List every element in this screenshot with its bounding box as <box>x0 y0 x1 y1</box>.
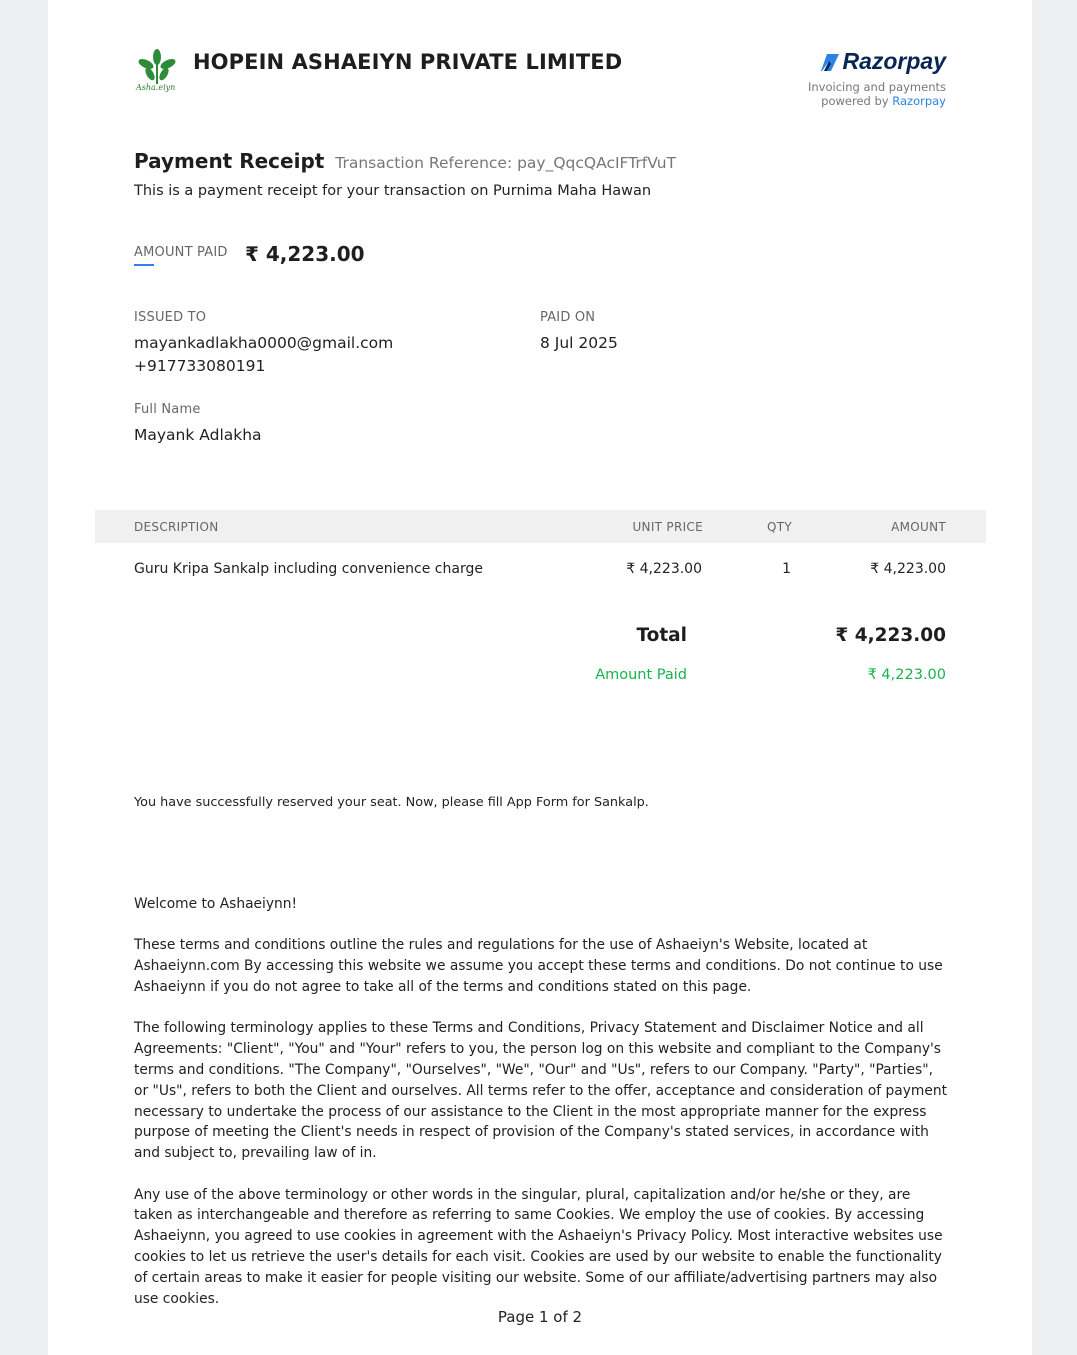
full-name-label: Full Name <box>134 402 201 417</box>
company-logo <box>134 48 180 98</box>
razorpay-mark-icon <box>820 52 840 72</box>
receipt-note: You have successfully reserved your seat. Now, please fill App Form for Sankalp. <box>134 795 649 810</box>
column-header-amount: AMOUNT <box>891 520 946 534</box>
amount-paid-underline <box>134 264 154 266</box>
receipt-title-row <box>134 149 676 173</box>
amount-paid-value: ₹ 4,223.00 <box>245 242 365 266</box>
column-header-qty: QTY <box>766 520 792 534</box>
page-indicator: Page 1 of 2 <box>497 1308 583 1326</box>
issued-to-phone: +917733080191 <box>134 357 266 375</box>
leaf-logo-icon <box>134 48 180 84</box>
row-qty: 1 <box>782 561 791 577</box>
company-name: HOPEIN ASHAEIYN PRIVATE LIMITED <box>193 50 623 74</box>
amount-paid-label: AMOUNT PAID <box>134 245 228 260</box>
tagline-line1: Invoicing and payments <box>808 80 946 94</box>
logo-wordmark: Asha.eiyn <box>136 83 176 92</box>
terms-paragraph-3: Any use of the above terminology or other words in the singular, plural, capitalization and/or he/she or they, are taken as interchangeable and therefore as referring to same Cookies. We employ the use of cookies. By accessing Ashaeiynn, you agreed to use cookies in agreement with the Ashaeiyn's Privacy Policy. Most interactive websites use cookies to let us retrieve the user's details for each visit. Cookies are used by our website to enable the functionality of certain areas to make it easier for people visiting our website. Some of our affiliate/advertising partners may also use cookies. <box>134 1186 943 1307</box>
transaction-reference: Transaction Reference: pay_QqcQAcIFTrfVuT <box>335 154 677 172</box>
total-value: ₹ 4,223.00 <box>835 625 946 646</box>
issued-to-label: ISSUED TO <box>134 310 207 325</box>
razorpay-branding <box>808 48 946 108</box>
razorpay-link[interactable]: Razorpay <box>892 94 946 108</box>
paid-on-label: PAID ON <box>540 310 596 325</box>
receipt-description: This is a payment receipt for your transaction on Purnima Maha Hawan <box>134 183 652 199</box>
terms-welcome: Welcome to Ashaeiynn! <box>134 896 298 912</box>
row-description: Guru Kripa Sankalp including convenience charge <box>134 561 483 577</box>
column-header-unit-price: UNIT PRICE <box>632 520 703 534</box>
row-amount: ₹ 4,223.00 <box>870 561 946 577</box>
column-header-description: DESCRIPTION <box>134 520 219 534</box>
terms-paragraph-2: The following terminology applies to these Terms and Conditions, Privacy Statement and Disclaimer Notice and all Agreements: "Client", "You" and "Your" refers to you, the person log on this website and compliant to the Company's terms and conditions. "The Company", "Ourselves", "We", "Our" and "Us", refers to our Company. "Party", "Parties", or "Us", refers to both the Client and ourselves. All terms refer to the offer, acceptance and consideration of payment necessary to undertake the process of our assistance to the Client in the most appropriate manner for the express purpose of meeting the Client's needs in respect of provision of the Company's stated services, in accordance with and subject to, prevailing law of in. <box>134 1020 947 1162</box>
terms-and-conditions <box>134 894 950 1330</box>
terms-paragraph-1: These terms and conditions outline the rules and regulations for the use of Ashaeiyn's Website, located at Ashaeiynn.com By accessing this website we assume you accept these terms and conditions. Do not continue to use Ashaeiynn if you do not agree to take all of the terms and conditions stated on this page. <box>134 937 943 995</box>
paid-on-value: 8 Jul 2025 <box>540 334 618 352</box>
tagline-powered: powered by <box>821 94 889 108</box>
row-unit-price: ₹ 4,223.00 <box>626 561 702 577</box>
page-title: Payment Receipt <box>134 149 325 173</box>
table-header <box>95 510 986 543</box>
totals-amount-paid-value: ₹ 4,223.00 <box>867 667 946 683</box>
receipt-page <box>48 0 1032 1355</box>
issued-to-email: mayankadlakha0000@gmail.com <box>134 334 394 352</box>
razorpay-logo <box>808 48 946 75</box>
full-name-value: Mayank Adlakha <box>134 426 262 444</box>
totals-amount-paid-label: Amount Paid <box>595 667 687 683</box>
razorpay-wordmark: Razorpay <box>842 48 946 74</box>
total-label: Total <box>636 625 687 646</box>
razorpay-tagline <box>808 80 946 108</box>
